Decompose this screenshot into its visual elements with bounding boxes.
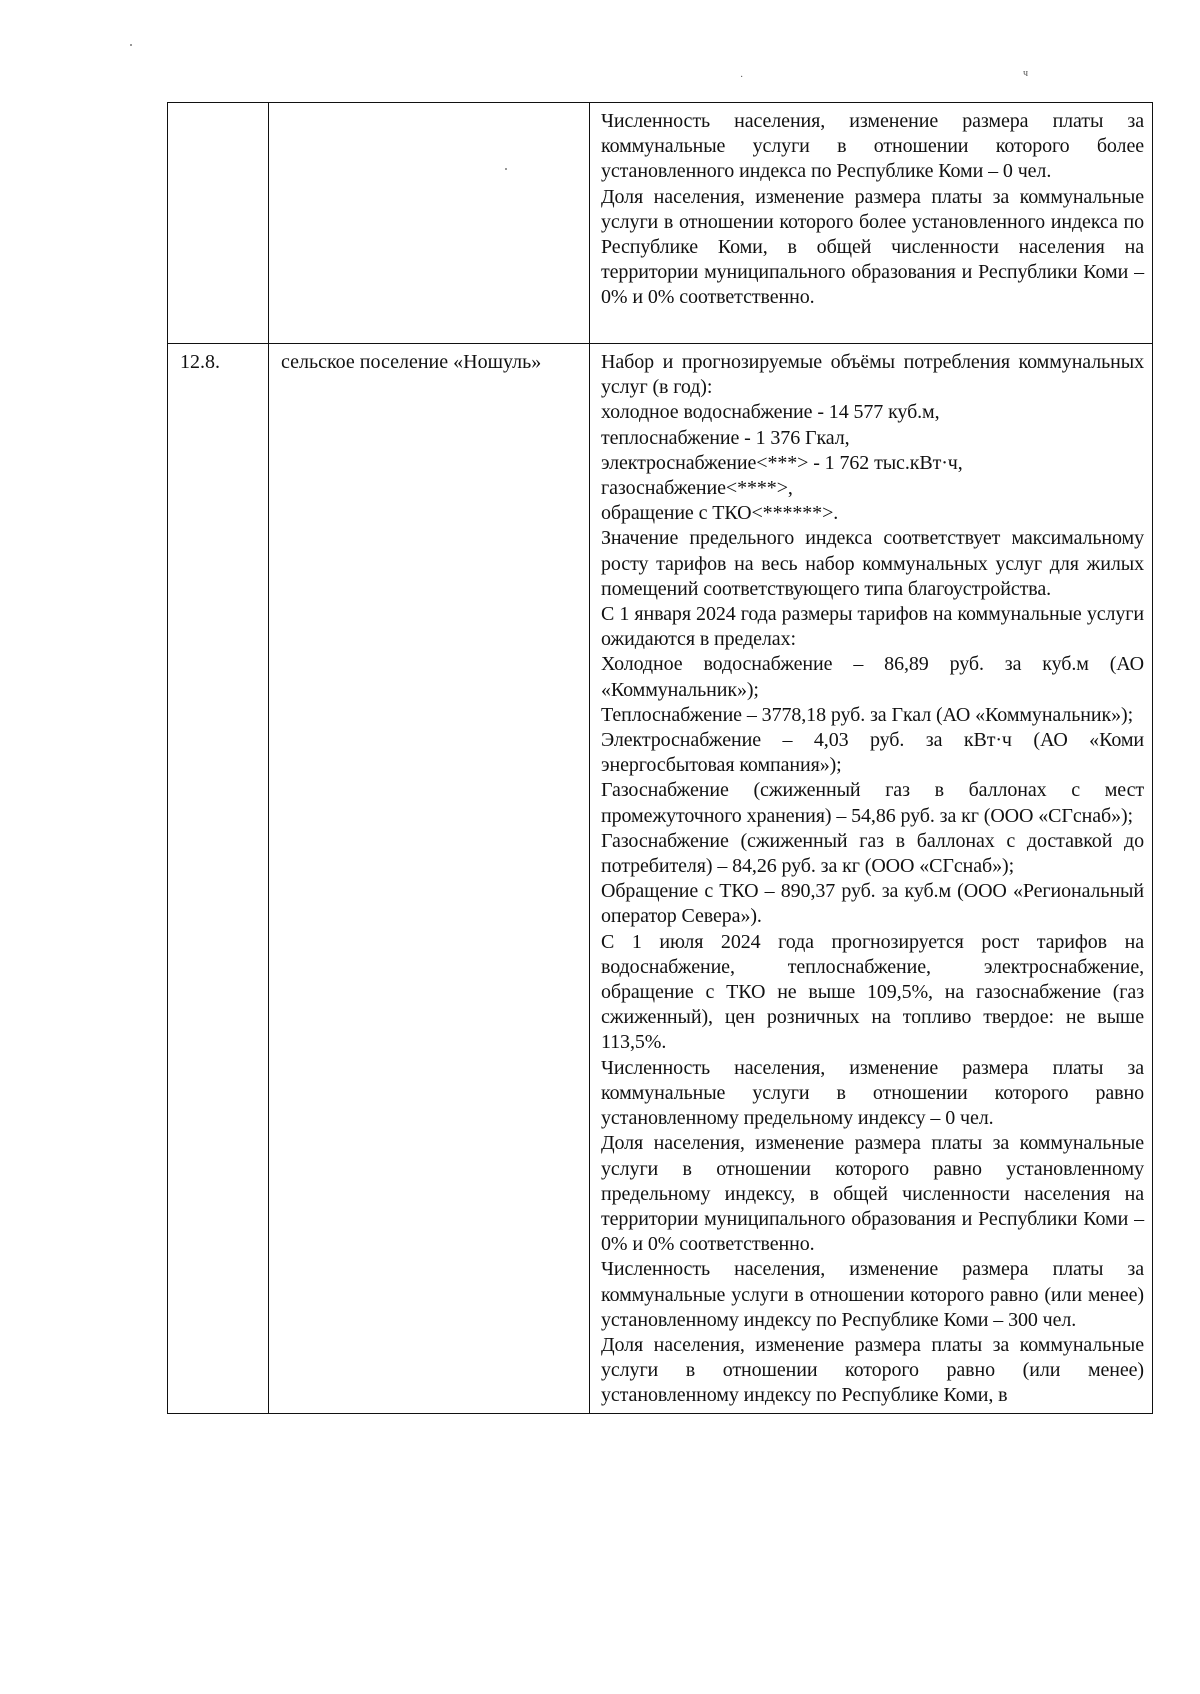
paragraph: С 1 января 2024 года размеры тарифов на коммунальные услуги ожидаются в пределах:: [601, 603, 1144, 651]
scan-mark: ·: [740, 72, 744, 83]
paragraph: Значение предельного индекса соответствует максимальному росту тарифов на весь набор коммунальных услуг для жилых помещений соответствующего типа благоустройства.: [601, 527, 1144, 600]
paragraph: Обращение с ТКО – 890,37 руб. за куб.м (ООО «Региональный оператор Севера»).: [601, 880, 1144, 928]
paragraph: Газоснабжение (сжиженный газ в баллонах с доставкой до потребителя) – 84,26 руб. за кг (ООО «СГснаб»);: [601, 829, 1144, 878]
row-number-cell: [168, 344, 269, 1414]
table-row: [168, 103, 1153, 344]
paragraph: Доля населения, изменение размера платы за коммунальные услуги в отношении которого равно (или менее) установленному индексу по Республике Коми, в: [601, 1333, 1144, 1407]
paragraph: Электроснабжение – 4,03 руб. за кВт·ч (АО «Коми энергосбытовая компания»);: [601, 729, 1144, 777]
settlement-name: [269, 103, 589, 109]
paragraph: Численность населения, изменение размера платы за коммунальные услуги в отношении которого равно установленному предельному индексу – 0 чел.: [601, 1056, 1144, 1130]
description-text: [590, 103, 1152, 317]
paragraph: обращение с ТКО<******>.: [601, 502, 839, 525]
paragraph: холодное водоснабжение - 14 577 куб.м,: [601, 401, 940, 424]
paragraph: Холодное водоснабжение – 86,89 руб. за куб.м (АО «Коммунальник»);: [601, 653, 1144, 701]
row-number: [168, 103, 268, 109]
paragraph: теплоснабжение - 1 376 Гкал,: [601, 426, 850, 449]
table-row: [168, 344, 1153, 1414]
paragraph: электроснабжение<***> - 1 762 тыс.кВт·ч,: [601, 451, 963, 474]
paragraph: Набор и прогнозируемые объёмы потребления коммунальных услуг (в год):: [601, 351, 1144, 399]
settlement-name: сельское поселение «Ношуль»: [281, 351, 542, 373]
description-cell: [590, 103, 1153, 344]
scan-speck: [130, 44, 132, 46]
row-number-cell: [168, 103, 269, 344]
document-table: [167, 102, 1153, 1414]
paragraph: Газоснабжение (сжиженный газ в баллонах с мест промежуточного хранения) – 54,86 руб. за кг (ООО «СГснаб»);: [601, 779, 1144, 827]
paragraph: Доля населения, изменение размера платы за коммунальные услуги в отношении которого более установленного индекса по Республике Коми, в общей численности населения на территории муниципального образования и Республики Коми – 0% и 0% соответственно.: [601, 185, 1144, 309]
paragraph: Теплоснабжение – 3778,18 руб. за Гкал (АО «Коммунальник»);: [601, 703, 1134, 726]
description-cell: [590, 344, 1153, 1414]
settlement-name-cell: [269, 103, 590, 344]
settlement-name-cell: [269, 344, 590, 1414]
row-number: 12.8.: [180, 351, 220, 373]
description-text: [590, 344, 1152, 1413]
paragraph: С 1 июля 2024 года прогнозируется рост тарифов на водоснабжение, теплоснабжение, электроснабжение, обращение с ТКО не выше 109,5%, на газоснабжение (газ сжиженный), цен розничных на топливо твердое: не выше 113,5%.: [601, 930, 1144, 1054]
scan-mark: ч: [1023, 68, 1029, 79]
paragraph: Численность населения, изменение размера платы за коммунальные услуги в отношении которого более установленного индекса по Республике Коми – 0 чел.: [601, 110, 1144, 183]
paragraph: Численность населения, изменение размера платы за коммунальные услуги в отношении которого равно (или менее) установленному индексу по Республике Коми – 300 чел.: [601, 1258, 1144, 1331]
paragraph: газоснабжение<****>,: [601, 477, 793, 500]
paragraph: Доля населения, изменение размера платы за коммунальные услуги в отношении которого равно установленному предельному индексу, в общей численности населения на территории муниципального образования и Республики Коми – 0% и 0% соответственно.: [601, 1132, 1144, 1256]
